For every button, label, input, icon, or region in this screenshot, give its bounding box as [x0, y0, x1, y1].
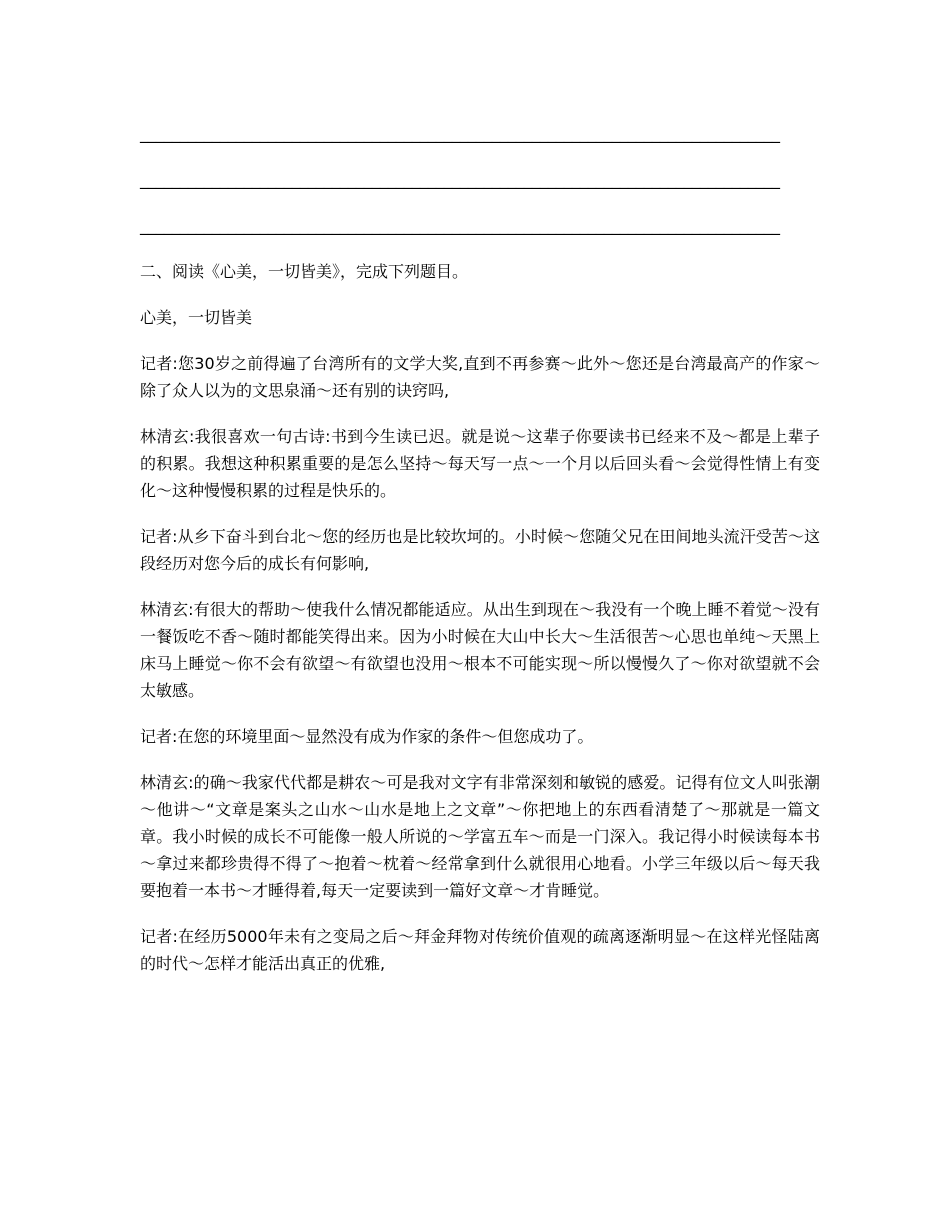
answer-line-3: ________________________________________________________________________________: [140, 216, 780, 235]
paragraph-4: 林清玄:有很大的帮助～使我什么情况都能适应。从出生到现在～我没有一个晚上睡不着觉～没有一餐饭吃不香～随时都能笑得出来。因为小时候在大山中长大～生活很苦～心思也单纯～天黑上床马上睡觉～你不会有欲望～有欲望也没用～根本不可能实现～所以慢慢久了～你对欲望就不会太敏感。: [140, 600, 820, 700]
section-heading: 二、阅读《心美，一切皆美》，完成下列题目。: [140, 262, 469, 281]
paragraph-1: 记者:您30岁之前得遍了台湾所有的文学大奖,直到不再参赛～此外～您还是台湾最高产的作家～除了众人以为的文思泉涌～还有别的诀窍吗,: [140, 354, 820, 400]
paragraph-5: 记者:在您的环境里面～显然没有成为作家的条件～但您成功了。: [140, 727, 594, 746]
document-page: [140, 120, 820, 996]
answer-line-1: ________________________________________________________________________________: [140, 124, 780, 143]
paragraph-3: 记者:从乡下奋斗到台北～您的经历也是比较坎坷的。小时候～您随父兄在田间地头流汗受苦～这段经历对您今后的成长有何影响,: [140, 527, 820, 573]
paragraph-6: 林清玄:的确～我家代代都是耕农～可是我对文字有非常深刻和敏锐的感爱。记得有位文人叫张潮～他讲～“文章是案头之山水～山水是地上之文章”～你把地上的东西看清楚了～那就是一篇文章。我小时候的成长不可能像一般人所说的～学富五车～而是一门深入。我记得小时候读每本书～拿过来都珍贵得不得了～抱着～枕着～经常拿到什么就很用心地看。小学三年级以后～每天我要抱着一本书～才睡得着,每天一定要读到一篇好文章～才肯睡觉。: [140, 773, 820, 900]
paragraph-7: 记者:在经历5000年未有之变局之后～拜金拜物对传统价值观的疏离逐渐明显～在这样光怪陆离的时代～怎样才能活出真正的优雅,: [140, 927, 820, 973]
answer-line-2: ________________________________________________________________________________: [140, 170, 780, 189]
article-title: 心美，一切皆美: [140, 308, 253, 327]
paragraph-2: 林清玄:我很喜欢一句古诗:书到今生读已迟。就是说～这辈子你要读书已经来不及～都是上辈子的积累。我想这种积累重要的是怎么坚持～每天写一点～一个月以后回头看～会觉得性情上有变化～这种慢慢积累的过程是快乐的。: [140, 427, 820, 500]
